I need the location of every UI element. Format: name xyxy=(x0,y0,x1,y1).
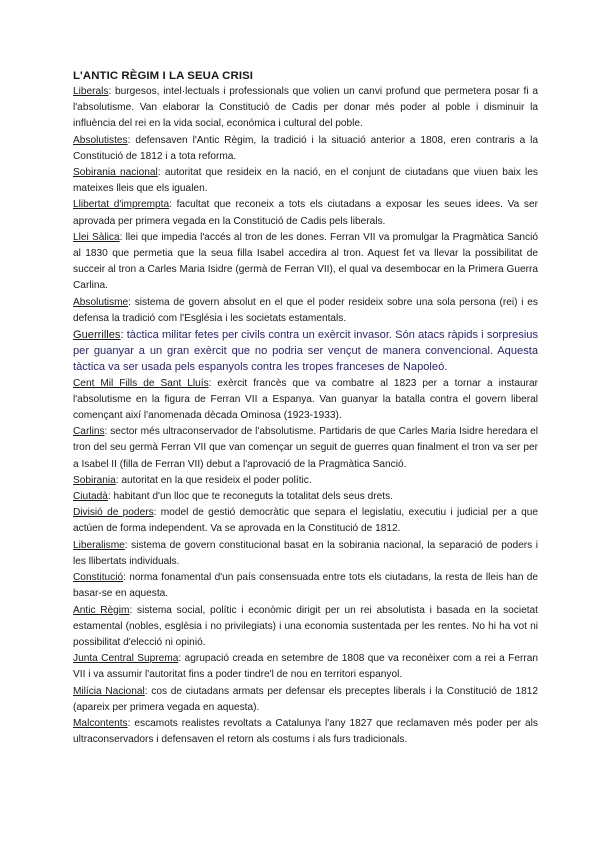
entry-term: Absolutistes xyxy=(73,134,128,146)
entry-constitucio xyxy=(73,570,538,602)
entry-definition: : tàctica militar fetes per civils contra un exèrcit invasor. Són atacs ràpids i sorpresius per guanyar a un gran exèrcit que no podria ser vençut de manera convencional. Aquesta tàctica va ser usada pels espanyols contra les tropes franceses de Napoleó. xyxy=(73,329,538,374)
entry-antic-regim xyxy=(73,603,538,652)
entry-term: Milícia Nacional xyxy=(73,685,145,697)
entry-liberalisme xyxy=(73,538,538,570)
entry-definition: : sistema social, polític i econòmic dirigit per un rei absolutista i basada en la societat estamental (nobles, esglèsia i no privilegiats) i una economia sustentada per les rentes. No hi ha vot ni possibilitat d'elecció ni opinió. xyxy=(73,604,538,648)
entry-definition: : burgesos, intel·lectuals i professionals que volien un canvi profund que permetera posar fi a l'absolutisme. Van elaborar la Constitució de Cadis per donar més poder al poble i disminuir la influència del rei en la vida social, económica i cultural del poble. xyxy=(73,86,538,130)
entry-liberals xyxy=(73,84,538,133)
entry-definition: : autoritat que resideix en la nació, en el conjunt de ciutadans que viuen baix les mateixes lleis que els igualen. xyxy=(73,167,538,195)
entry-term: Liberalisme xyxy=(73,539,125,551)
entry-term: Divisió de poders xyxy=(73,507,154,519)
entry-llei-salica xyxy=(73,230,538,295)
entry-definition: : escamots realistes revoltats a Catalunya l'any 1827 que reclamaven més poder per als ultraconservadors i defensaven el retorn als costums i als furs tradicionals. xyxy=(73,717,538,746)
entry-cent-mil-fills xyxy=(73,376,538,425)
entry-definition: : cos de ciutadans armats per defensar els preceptes liberals i la Constitució de 1812 (apareix per primera vegada en aquesta). xyxy=(73,685,538,713)
entry-definition: : norma fonamental d'un país consensuada entre tots els ciutadans, la resta de lleis han de basar-se en aquesta. xyxy=(73,572,538,600)
entry-absolutisme xyxy=(73,295,538,327)
entry-divisio-poders xyxy=(73,505,538,537)
entry-llibertat-imprempta xyxy=(73,197,538,229)
entry-definition: : model de gestió democràtic que separa el legislatiu, executiu i judicial per a que actúen de forma independent. Va se aprovada en la Constitució de 1812. xyxy=(73,507,538,535)
entry-absolutistes xyxy=(73,133,538,165)
entry-sobirania xyxy=(73,473,538,489)
entry-term: Liberals xyxy=(73,86,109,97)
entry-term: Cent Mil Fills de Sant Lluís xyxy=(73,377,209,389)
entry-term: Ciutadà xyxy=(73,491,108,503)
entry-term: Malcontents xyxy=(73,717,128,729)
entry-definition: : exèrcit francès que va combatre al 1823 per a tornar a instaurar l'absolutisme en la figura de Ferran VII a Espanya. Van guanyar la batalla contra el govern liberal començant així l'anomenada dècada Ominosa (1923-1933). xyxy=(73,377,539,422)
entry-definition: : sistema de govern constitucional basat en la sobirania nacional, la separació de poders i les llibertats individuals. xyxy=(73,539,538,567)
entry-definition: : defensaven l'Antic Règim, la tradició i la situació anterior a 1808, eren contraris a la Constitució de 1812 i a tota reforma. xyxy=(73,134,538,162)
entry-term: Absolutisme xyxy=(73,296,129,308)
entry-term: Junta Central Suprema xyxy=(73,653,179,665)
entry-definition: : sistema de govern absolut en el que el poder resideix sobre una sola persona (rei) i es defensa la tradició com l'Església i les societats estamentals. xyxy=(73,296,538,324)
entry-term: Guerrilles xyxy=(73,329,121,342)
entry-definition: : autoritat en la que resideix el poder polític. xyxy=(115,474,312,486)
entry-term: Constitució xyxy=(73,572,124,584)
entry-term: Sobirania xyxy=(73,474,116,486)
entry-definition: : facultat que reconeix a tots els ciutadans a exposar les seues idees. Va ser aprovada per primera vegada en la Constitució de Cadis pels liberals. xyxy=(73,199,538,227)
entry-ciutada xyxy=(73,489,538,505)
entry-definition: : habitant d'un lloc que te reconeguts la totalitat dels seus drets. xyxy=(107,491,393,503)
entry-guerrilles xyxy=(73,327,538,376)
page-title: L'ANTIC RÈGIM I LA SEUA CRISI xyxy=(73,70,254,82)
entry-definition: : agrupació creada en setembre de 1808 que va reconèixer com a rei a Ferran VII i va assumir l'autoritat fins a poder tindre'l de nou en territori espanyol. xyxy=(73,653,538,681)
entry-junta-central-suprema xyxy=(73,651,538,683)
entry-term: Carlins xyxy=(73,426,105,438)
entry-term: Antic Règim xyxy=(73,604,130,616)
entry-carlins xyxy=(73,424,538,473)
entry-definition: : sector més ultraconservador de l'absolutisme. Partidaris de que Carles Maria Isidre heredara el tron del seu germà Ferran VII que van començar un seguit de guerres quan finalment el tron va ser per a Isabel II (filla de Ferran VII) debut a l'aprovació de la Pragmàtica Sanció. xyxy=(73,426,538,470)
entry-definition: : llei que impedia l'accés al tron de les dones. Ferran VII va promulgar la Pragmàtica Sanció al 1830 que permetia que la seua filla Isabel accedira al tron. Aquest fet va llevar la possibilitat de succeir al tron a Carles Maria Isidre (germà de Ferran VII), el qual va desembocar en la Primera Guerra Carlina. xyxy=(73,231,538,292)
entry-term: Llibertat d'imprempta xyxy=(73,199,170,211)
entry-milicia-nacional xyxy=(73,684,538,716)
entry-term: Sobirania nacional xyxy=(73,167,158,179)
entry-sobirania-nacional xyxy=(73,165,538,197)
entry-malcontents xyxy=(73,716,538,748)
entry-term: Llei Sàlica xyxy=(73,231,120,243)
